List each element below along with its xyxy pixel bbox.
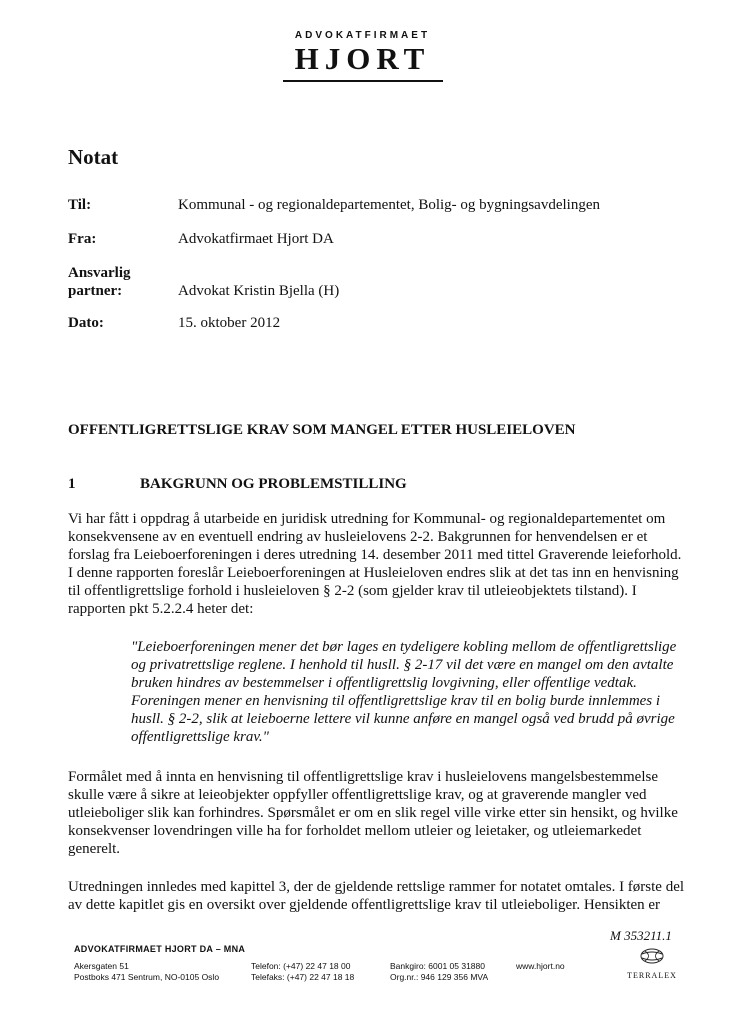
- section-title: BAKGRUNN OG PROBLEMSTILLING: [140, 476, 407, 492]
- reference-number: M 353211.1: [610, 928, 672, 943]
- paragraph-line: av dette kapitlet gis en oversikt over gjeldende offentligrettslige krav til utleieboliger. Hensikten er: [68, 897, 661, 913]
- meta-label-partner-line1: Ansvarlig: [68, 265, 131, 281]
- meta-label-partner-line2: partner:: [68, 283, 123, 299]
- paragraph-line: forslag fra Leieboerforeningen i deres utredning 14. desember 2011 med tittel Graverende leieforhold.: [68, 547, 682, 563]
- paragraph-line: rapporten pkt 5.2.2.4 heter det:: [68, 601, 254, 617]
- paragraph-line: Utredningen innledes med kapittel 3, der de gjeldende rettslige rammer for notatet omtales. I første del: [68, 879, 685, 895]
- quote-line: bruken hindres av bestemmelser i offentligrettslig lovgivning, eller offentlige vedtak.: [131, 675, 637, 691]
- paragraph-line: til offentligrettslige forhold i husleieloven § 2-2 (som gjelder krav til utleieobjektets tilstand). I: [68, 583, 637, 599]
- quote-line: offentligrettslige krav.": [131, 729, 269, 745]
- paragraph-line: Formålet med å innta en henvisning til offentligrettslige krav i husleielovens mangelsbestemmelse: [68, 769, 659, 785]
- letterhead-rule: [283, 80, 443, 82]
- footer-phone-line: Telefon: (+47) 22 47 18 00: [251, 961, 351, 971]
- paragraph-line: skulle være å sikre at leieobjekter oppfyller offentligrettslige krav, og at graverende mangler ved: [68, 787, 647, 803]
- globe-icon: [639, 948, 665, 964]
- quote-line: husll. § 2-2, slik at leieboerne lettere vil kunne anføre en mangel også ved brudd på øvrige: [131, 711, 675, 727]
- block-quote: [131, 638, 681, 746]
- paragraph-3: [68, 878, 685, 914]
- terralex-text: TERRALEX: [627, 971, 677, 980]
- footer-bank: [390, 961, 488, 983]
- document-title: Notat: [68, 145, 119, 169]
- footer-address-line: Postboks 471 Sentrum, NO-0105 Oslo: [74, 972, 220, 982]
- paragraph-line: konsekvensene av en eventuell endring av husleielovens 2-2. Bakgrunnen for henvendelsen er et: [68, 529, 648, 545]
- footer-web-link[interactable]: www.hjort.no: [516, 961, 565, 971]
- footer-website[interactable]: [516, 961, 565, 972]
- footer-address-line: Akersgaten 51: [74, 961, 129, 971]
- footer-address: [74, 961, 219, 983]
- meta-label-to: Til:: [68, 197, 92, 213]
- paragraph-1: [68, 510, 682, 618]
- meta-value-date: 15. oktober 2012: [178, 315, 281, 331]
- main-heading: OFFENTLIGRETTSLIGE KRAV SOM MANGEL ETTER HUSLEIELOVEN: [68, 422, 576, 438]
- footer-phone-line: Telefaks: (+47) 22 47 18 18: [251, 972, 355, 982]
- quote-line: "Leieboerforeningen mener det bør lages en tydeligere kobling mellom de offentligrettslige: [131, 639, 677, 655]
- section-number: 1: [68, 476, 76, 492]
- footer-bank-line: Org.nr.: 946 129 356 MVA: [390, 972, 489, 982]
- paragraph-line: utleieboliger slik kan forhindres. Spørsmålet er om en slik regel ville virke etter sin hensikt, og hvilke: [68, 805, 678, 821]
- terralex-logo: [618, 948, 686, 980]
- quote-line: og privatrettslige reglene. I henhold til husll. § 2-17 vil det være en mangel om den avtalte: [131, 657, 674, 673]
- meta-value-from: Advokatfirmaet Hjort DA: [178, 231, 334, 247]
- meta-value-to: Kommunal - og regionaldepartementet, Bolig- og bygningsavdelingen: [178, 197, 600, 213]
- quote-line: Foreningen mener en henvisning til offentligrettslige krav til en bolig burde innlemmes i: [131, 693, 661, 709]
- paragraph-line: generelt.: [68, 841, 121, 857]
- footer-firm-name: ADVOKATFIRMAET HJORT DA – MNA: [74, 944, 246, 954]
- paragraph-line: Vi har fått i oppdrag å utarbeide en juridisk utredning for Kommunal- og regionaldepartementet om: [68, 511, 666, 527]
- meta-label-date: Dato:: [68, 315, 104, 331]
- paragraph-line: konsekvenser lovendringen ville ha for forholdet mellom utleier og leietaker, og utleiemarkedet: [68, 823, 642, 839]
- meta-value-partner: Advokat Kristin Bjella (H): [178, 283, 340, 299]
- letterhead-top-text: ADVOKATFIRMAET: [294, 30, 431, 41]
- letterhead-logo: [280, 30, 445, 82]
- paragraph-2: [68, 768, 678, 858]
- meta-label-from: Fra:: [68, 231, 97, 247]
- footer-bank-line: Bankgiro: 6001 05 31880: [390, 961, 485, 971]
- paragraph-line: I denne rapporten foreslår Leieboerforeningen at Husleieloven endres slik at det tas inn en henvisning: [68, 565, 679, 581]
- footer-phones: [251, 961, 354, 983]
- letterhead-name: HJORT: [294, 41, 431, 76]
